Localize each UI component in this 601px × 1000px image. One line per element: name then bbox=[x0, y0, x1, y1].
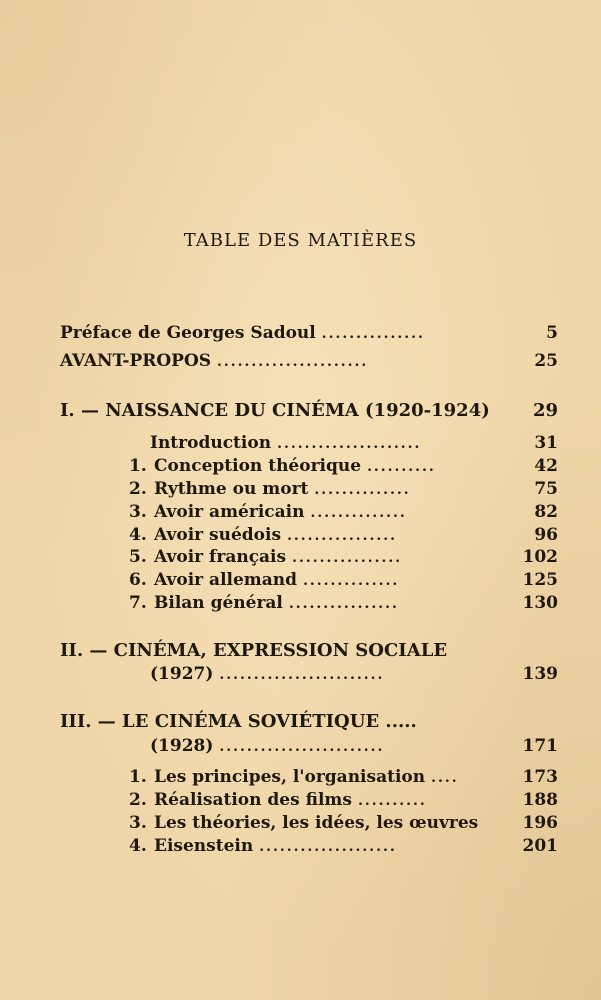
leader-dots: ........................ bbox=[219, 739, 385, 755]
toc-item bbox=[129, 812, 558, 834]
toc-entry-avant-propos bbox=[60, 350, 558, 373]
toc-page-number: 96 bbox=[534, 525, 558, 545]
toc-item-number: 4. bbox=[129, 525, 147, 545]
toc-item bbox=[129, 835, 558, 858]
toc-page-number: 5 bbox=[546, 323, 558, 343]
toc-entry-label: Préface de Georges Sadoul bbox=[60, 323, 316, 343]
toc-entry-preface bbox=[60, 322, 558, 345]
toc-item-label: Introduction bbox=[150, 433, 272, 453]
toc-page-number: 196 bbox=[522, 813, 558, 833]
toc-item bbox=[129, 524, 558, 547]
toc-part-sub-3 bbox=[150, 735, 558, 758]
toc-item-number: 2. bbox=[129, 790, 147, 810]
toc-page-number: 139 bbox=[522, 664, 558, 684]
toc-page-number: 75 bbox=[534, 479, 558, 499]
page-title: TABLE DES MATIÈRES bbox=[183, 230, 418, 251]
toc-item bbox=[129, 592, 558, 615]
toc-item-number: 2. bbox=[129, 479, 147, 499]
toc-item bbox=[150, 432, 558, 455]
toc-entry-label: AVANT-PROPOS bbox=[60, 351, 212, 371]
toc-item bbox=[129, 569, 558, 592]
toc-item-title: Avoir américain bbox=[154, 502, 305, 522]
toc-item-number: 3. bbox=[129, 502, 147, 522]
leader-dots: .............. bbox=[314, 482, 411, 498]
toc-part-label: I. — NAISSANCE DU CINÉMA (1920-1924) bbox=[60, 400, 490, 421]
toc-item-label bbox=[129, 789, 352, 811]
toc-page-number: 171 bbox=[522, 736, 558, 756]
toc-item-label bbox=[129, 812, 516, 834]
toc-page-number: 173 bbox=[522, 767, 558, 787]
toc-item-title: Rythme ou mort bbox=[154, 479, 309, 499]
toc-item-label bbox=[129, 835, 253, 857]
toc-item-title: Avoir français bbox=[154, 547, 287, 567]
leader-dots: ............... bbox=[321, 326, 425, 342]
leader-dots: ...................... bbox=[217, 354, 369, 370]
toc-item-title: Eisenstein bbox=[154, 836, 254, 856]
leader-dots: ..................... bbox=[277, 436, 422, 452]
leader-dots: .......... bbox=[367, 459, 436, 475]
toc-part-label: III. — LE CINÉMA SOVIÉTIQUE ..... bbox=[60, 711, 417, 732]
toc-part-sub-2 bbox=[150, 663, 558, 686]
toc-item-title: Avoir allemand bbox=[154, 570, 298, 590]
toc-part-date: (1927) bbox=[150, 664, 214, 684]
toc-item bbox=[129, 455, 558, 478]
toc-item-title: Avoir suédois bbox=[154, 525, 282, 545]
toc-item bbox=[129, 766, 558, 789]
toc-item-number: 3. bbox=[129, 813, 147, 833]
toc-part-heading-3 bbox=[60, 711, 558, 733]
toc-item-label bbox=[129, 478, 308, 500]
toc-item-number: 7. bbox=[129, 593, 147, 613]
toc-item bbox=[129, 501, 558, 524]
toc-page-number: 130 bbox=[522, 593, 558, 613]
toc-page-number: 25 bbox=[534, 351, 558, 371]
toc-item-label bbox=[129, 524, 281, 546]
leader-dots: .................... bbox=[259, 839, 397, 855]
leader-dots: ................ bbox=[288, 596, 399, 612]
toc-item-number: 5. bbox=[129, 547, 147, 567]
toc-item-number: 4. bbox=[129, 836, 147, 856]
toc-page-number: 102 bbox=[522, 547, 558, 567]
toc-part-heading-2 bbox=[60, 640, 558, 662]
toc-item-title: Conception théorique bbox=[154, 456, 362, 476]
toc-item bbox=[129, 546, 558, 569]
leader-dots: .......... bbox=[357, 793, 427, 809]
toc-item-title: Réalisation des films bbox=[154, 790, 352, 810]
leader-dots: .... bbox=[431, 770, 459, 786]
toc-item-label bbox=[129, 455, 361, 477]
toc-item-label bbox=[129, 569, 297, 591]
toc-part-heading-1 bbox=[60, 400, 558, 422]
toc-page-number: 31 bbox=[534, 433, 558, 453]
toc-page-number: 125 bbox=[522, 570, 558, 590]
toc-page-number: 188 bbox=[522, 790, 558, 810]
leader-dots: .............. bbox=[310, 505, 407, 521]
toc-item-label bbox=[129, 592, 283, 614]
toc-item-number: 1. bbox=[129, 767, 147, 787]
toc-item-number: 1. bbox=[129, 456, 147, 476]
toc-item-label bbox=[129, 766, 425, 788]
toc-part-label: II. — CINÉMA, EXPRESSION SOCIALE bbox=[60, 640, 448, 661]
leader-dots: .............. bbox=[303, 573, 400, 589]
leader-dots: ........................ bbox=[219, 667, 385, 683]
toc-page-number: 42 bbox=[534, 456, 558, 476]
toc-item-title: Les théories, les idées, les œuvres bbox=[154, 813, 479, 833]
toc-item-label bbox=[129, 501, 304, 523]
toc-page-number: 82 bbox=[534, 502, 558, 522]
toc-item bbox=[129, 789, 558, 812]
toc-page-number: 201 bbox=[522, 836, 558, 856]
toc-part-date: (1928) bbox=[150, 736, 214, 756]
toc-page-number: 29 bbox=[532, 400, 558, 421]
toc-item-title: Les principes, l'organisation bbox=[154, 767, 426, 787]
toc-item-title: Bilan général bbox=[154, 593, 283, 613]
leader-dots: ................ bbox=[287, 528, 398, 544]
toc-item-number: 6. bbox=[129, 570, 147, 590]
toc-item-label bbox=[129, 546, 286, 568]
toc-item bbox=[129, 478, 558, 501]
leader-dots: ................ bbox=[292, 550, 403, 566]
